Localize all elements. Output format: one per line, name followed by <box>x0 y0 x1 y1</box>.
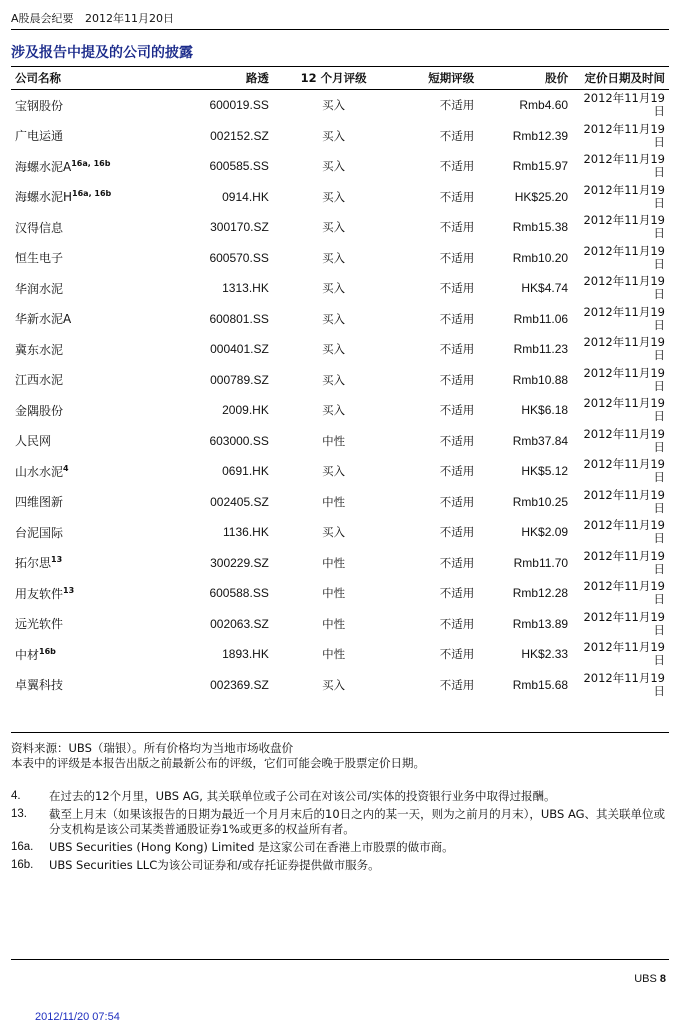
pricing-date-line: 2012年11月19 <box>583 365 665 380</box>
pricing-date-line: 2012年11月19 <box>583 518 665 533</box>
share-price: Rmb10.20 <box>512 250 569 265</box>
company-name: 远光软件 <box>15 617 64 632</box>
pricing-date-line: 2012年11月19 <box>583 213 665 228</box>
share-price: HK$6.18 <box>521 403 569 418</box>
col-header-12m-rating: 12 个月评级 <box>273 67 395 90</box>
pricing-date-line: 日 <box>653 592 665 607</box>
rating-12m: 买入 <box>322 525 346 540</box>
pricing-date-line: 2012年11月19 <box>583 487 665 502</box>
reuters-code: 1313.HK <box>222 281 269 296</box>
rating-12m: 中性 <box>322 616 346 631</box>
company-name: 海螺水泥A <box>15 159 72 174</box>
pricing-date <box>572 182 669 213</box>
pricing-date <box>572 517 669 548</box>
pricing-date-line: 日 <box>653 561 665 576</box>
pricing-date <box>572 548 669 579</box>
footnote-text: 截至上月末（如果该报告的日期为最近一个月月末后的10日之内的某一天，则为之前月的月末），UBS AG、其关联单位或分支机构是该公司某类普通股证券1%或更多的权益所有者。 <box>49 807 666 836</box>
rating-12m: 中性 <box>322 586 346 601</box>
table-row <box>11 517 669 548</box>
table-row <box>11 639 669 670</box>
rating-short-term: 不适用 <box>439 677 475 692</box>
company-name: 冀东水泥 <box>15 342 64 357</box>
footnote-ref: 16a, 16b <box>72 189 112 199</box>
pricing-date-line: 日 <box>653 622 665 637</box>
pricing-date <box>572 487 669 518</box>
pricing-date-line: 2012年11月19 <box>583 548 665 563</box>
rating-short-term: 不适用 <box>439 128 475 143</box>
pricing-date-line: 日 <box>653 439 665 454</box>
share-price: HK$5.12 <box>521 464 569 479</box>
rating-short-term: 不适用 <box>439 464 475 479</box>
running-header <box>11 10 182 26</box>
pricing-date-line: 日 <box>653 500 665 515</box>
rating-short-term: 不适用 <box>439 525 475 540</box>
reuters-code: 300229.SZ <box>210 555 269 570</box>
pricing-date-line: 日 <box>653 226 665 241</box>
pricing-date-line: 日 <box>653 317 665 332</box>
share-price: Rmb15.38 <box>512 220 569 235</box>
company-name-cell <box>11 151 157 182</box>
rating-12m: 买入 <box>322 189 346 204</box>
share-price: Rmb12.39 <box>512 128 569 143</box>
share-price: Rmb10.25 <box>512 494 569 509</box>
share-price: Rmb37.84 <box>512 433 569 448</box>
rating-short-term: 不适用 <box>439 220 475 235</box>
reuters-code: 600585.SS <box>209 159 269 174</box>
rating-12m: 买入 <box>322 220 346 235</box>
header-rule <box>11 29 669 30</box>
share-price: Rmb11.06 <box>513 311 569 326</box>
footnote <box>11 807 669 837</box>
table-row <box>11 395 669 426</box>
pricing-date-line: 2012年11月19 <box>583 121 665 136</box>
pricing-date-line: 日 <box>653 348 665 363</box>
rating-12m: 买入 <box>322 98 346 113</box>
rating-12m: 买入 <box>322 342 346 357</box>
company-name-cell <box>11 334 157 365</box>
pricing-date <box>572 151 669 182</box>
col-header-company: 公司名称 <box>11 67 157 90</box>
rating-12m: 买入 <box>322 311 346 326</box>
pricing-date-line: 2012年11月19 <box>583 426 665 441</box>
table-row <box>11 609 669 640</box>
company-name: 海螺水泥H <box>15 190 73 205</box>
pricing-date <box>572 273 669 304</box>
table-row <box>11 487 669 518</box>
company-name-cell <box>11 517 157 548</box>
col-header-short-rating: 短期评级 <box>394 67 478 90</box>
footnote-text: 在过去的12个月里，UBS AG, 其关联单位或子公司在对该公司/实体的投资银行业务中取得过报酬。 <box>49 789 556 803</box>
rating-12m: 中性 <box>322 494 346 509</box>
rating-short-term: 不适用 <box>439 555 475 570</box>
source-line: 资料来源：UBS（瑞银）。所有价格均为当地市场收盘价 <box>11 741 294 755</box>
reuters-code: 000789.SZ <box>210 372 269 387</box>
rating-short-term: 不适用 <box>439 98 475 113</box>
share-price: Rmb15.97 <box>512 159 569 174</box>
footnote <box>11 789 669 804</box>
pricing-date-line: 日 <box>653 287 665 302</box>
company-name-cell <box>11 365 157 396</box>
table-row <box>11 273 669 304</box>
pricing-date-line: 2012年11月19 <box>583 457 665 472</box>
header-date: 2012年11月20日 <box>85 12 175 25</box>
table-bottom-rule <box>11 732 669 733</box>
footnote-text: UBS Securities LLC为该公司证券和/或存托证券提供做市服务。 <box>49 858 380 872</box>
table-row <box>11 151 669 182</box>
pricing-date <box>572 609 669 640</box>
company-name-cell <box>11 578 157 609</box>
rating-12m: 买入 <box>322 250 346 265</box>
share-price: HK$2.33 <box>521 647 569 662</box>
rating-short-term: 不适用 <box>439 372 475 387</box>
reuters-code: 000401.SZ <box>210 342 269 357</box>
table-row <box>11 456 669 487</box>
rating-short-term: 不适用 <box>439 311 475 326</box>
rating-short-term: 不适用 <box>439 342 475 357</box>
reuters-code: 2009.HK <box>222 403 269 418</box>
company-name: 江西水泥 <box>15 373 64 388</box>
table-row <box>11 90 669 121</box>
reuters-code: 0914.HK <box>222 189 269 204</box>
page-number: 8 <box>659 973 666 985</box>
rating-12m: 买入 <box>322 464 346 479</box>
rating-short-term: 不适用 <box>439 616 475 631</box>
pricing-date-line: 2012年11月19 <box>583 609 665 624</box>
rating-short-term: 不适用 <box>439 159 475 174</box>
company-name: 恒生电子 <box>15 251 64 266</box>
pricing-date-line: 日 <box>653 683 665 698</box>
pricing-date <box>572 365 669 396</box>
table-row <box>11 426 669 457</box>
pricing-date-line: 日 <box>653 531 665 546</box>
company-name: 用友软件 <box>15 586 64 601</box>
reuters-code: 603000.SS <box>209 433 269 448</box>
company-name-cell <box>11 639 157 670</box>
pricing-date-line: 2012年11月19 <box>583 243 665 258</box>
table-row <box>11 304 669 335</box>
pricing-date <box>572 426 669 457</box>
company-name: 汉得信息 <box>15 220 64 235</box>
share-price: HK$2.09 <box>521 525 569 540</box>
print-timestamp: 2012/11/20 07:54 <box>35 1011 120 1023</box>
share-price: Rmb15.68 <box>512 677 569 692</box>
pricing-date <box>572 304 669 335</box>
table-header-row <box>11 67 669 90</box>
footer-brand: UBS <box>634 973 657 985</box>
rating-12m: 买入 <box>322 281 346 296</box>
company-name: 宝钢股份 <box>15 98 64 113</box>
pricing-date-line: 2012年11月19 <box>583 182 665 197</box>
reuters-code: 002369.SZ <box>210 677 269 692</box>
table-row <box>11 212 669 243</box>
rating-12m: 买入 <box>322 128 346 143</box>
pricing-date-line: 日 <box>653 195 665 210</box>
company-name-cell <box>11 304 157 335</box>
pricing-date <box>572 578 669 609</box>
disclosure-table <box>11 66 669 700</box>
company-name: 金隅股份 <box>15 403 64 418</box>
company-name-cell <box>11 548 157 579</box>
company-name: 台泥国际 <box>15 525 64 540</box>
footnote-number: 4. <box>11 790 21 802</box>
reuters-code: 600019.SS <box>209 98 269 113</box>
footnote-ref: 16b <box>39 646 56 656</box>
reuters-code: 002152.SZ <box>210 128 269 143</box>
col-header-date: 定价日期及时间 <box>572 67 669 90</box>
pricing-date-line: 日 <box>653 653 665 668</box>
pricing-date-line: 2012年11月19 <box>583 335 665 350</box>
page-footer <box>634 973 666 985</box>
share-price: Rmb4.60 <box>519 98 569 113</box>
share-price: Rmb13.89 <box>512 616 569 631</box>
footer-rule <box>11 959 669 960</box>
pricing-date <box>572 121 669 152</box>
share-price: Rmb10.88 <box>512 372 569 387</box>
table-row <box>11 548 669 579</box>
company-name-cell <box>11 212 157 243</box>
reuters-code: 1893.HK <box>222 647 269 662</box>
company-name: 中材 <box>15 647 40 662</box>
share-price: Rmb12.28 <box>512 586 569 601</box>
footnote-ref: 13 <box>51 555 63 565</box>
pricing-date <box>572 395 669 426</box>
rating-short-term: 不适用 <box>439 494 475 509</box>
rating-short-term: 不适用 <box>439 586 475 601</box>
pricing-date-line: 2012年11月19 <box>583 304 665 319</box>
pricing-date-line: 2012年11月19 <box>583 670 665 685</box>
rating-12m: 中性 <box>322 647 346 662</box>
company-name-cell <box>11 182 157 213</box>
rating-short-term: 不适用 <box>439 281 475 296</box>
pricing-date-line: 日 <box>653 165 665 180</box>
rating-short-term: 不适用 <box>439 250 475 265</box>
footnote-ref: 13 <box>63 585 75 595</box>
company-name-cell <box>11 273 157 304</box>
company-name-cell <box>11 243 157 274</box>
reuters-code: 002405.SZ <box>210 494 269 509</box>
table-row <box>11 182 669 213</box>
company-name-cell <box>11 121 157 152</box>
reuters-code: 300170.SZ <box>210 220 269 235</box>
company-name: 卓翼科技 <box>15 678 64 693</box>
rating-12m: 中性 <box>322 433 346 448</box>
header-title: A股晨会纪要 <box>11 12 74 25</box>
reuters-code: 0691.HK <box>222 464 269 479</box>
table-row <box>11 243 669 274</box>
rating-12m: 买入 <box>322 677 346 692</box>
table-row <box>11 334 669 365</box>
footnote-ref: 16a, 16b <box>71 158 111 168</box>
company-name: 四维图新 <box>15 495 64 510</box>
company-name-cell <box>11 456 157 487</box>
section-title: 涉及报告中提及的公司的披露 <box>11 45 193 61</box>
footnote-number: 16a. <box>11 841 34 853</box>
rating-short-term: 不适用 <box>439 647 475 662</box>
footnote-text: UBS Securities (Hong Kong) Limited 是这家公司在香港上市股票的做市商。 <box>49 840 454 854</box>
rating-short-term: 不适用 <box>439 403 475 418</box>
footnote-ref: 4 <box>63 463 69 473</box>
pricing-date <box>572 456 669 487</box>
company-name: 拓尔思 <box>15 556 52 571</box>
pricing-date <box>572 212 669 243</box>
pricing-date <box>572 243 669 274</box>
pricing-date-line: 日 <box>653 104 665 119</box>
pricing-date <box>572 90 669 121</box>
pricing-date-line: 2012年11月19 <box>583 274 665 289</box>
reuters-code: 600588.SS <box>209 586 269 601</box>
table-row <box>11 670 669 701</box>
footnotes <box>11 789 669 876</box>
source-note <box>11 741 425 771</box>
table-row <box>11 365 669 396</box>
reuters-code: 002063.SZ <box>210 616 269 631</box>
share-price: HK$4.74 <box>521 281 569 296</box>
reuters-code: 600570.SS <box>209 250 269 265</box>
reuters-code: 600801.SS <box>209 311 269 326</box>
company-name-cell <box>11 487 157 518</box>
company-name-cell <box>11 670 157 701</box>
share-price: Rmb11.23 <box>513 342 569 357</box>
rating-12m: 中性 <box>322 555 346 570</box>
col-header-reuters: 路透 <box>157 67 273 90</box>
footnote <box>11 840 669 855</box>
company-name: 华润水泥 <box>15 281 64 296</box>
pricing-date-line: 日 <box>653 378 665 393</box>
rating-12m: 买入 <box>322 159 346 174</box>
reuters-code: 1136.HK <box>223 525 269 540</box>
footnote-number: 16b. <box>11 859 34 871</box>
pricing-date <box>572 670 669 701</box>
pricing-date-line: 日 <box>653 134 665 149</box>
pricing-date-line: 2012年11月19 <box>583 640 665 655</box>
pricing-date-line: 日 <box>653 409 665 424</box>
company-name: 广电运通 <box>15 129 64 144</box>
pricing-date-line: 2012年11月19 <box>583 396 665 411</box>
pricing-date-line: 2012年11月19 <box>583 152 665 167</box>
share-price: Rmb11.70 <box>513 555 569 570</box>
table-row <box>11 121 669 152</box>
table-row <box>11 578 669 609</box>
pricing-date-line: 日 <box>653 256 665 271</box>
company-name: 人民网 <box>15 434 52 449</box>
company-name-cell <box>11 426 157 457</box>
source-line: 本表中的评级是本报告出版之前最新公布的评级，它们可能会晚于股票定价日期。 <box>11 756 425 770</box>
company-name: 华新水泥A <box>15 312 72 327</box>
pricing-date-line: 2012年11月19 <box>583 579 665 594</box>
col-header-price: 股价 <box>478 67 572 90</box>
rating-short-term: 不适用 <box>439 433 475 448</box>
pricing-date-line: 2012年11月19 <box>583 91 665 106</box>
pricing-date <box>572 639 669 670</box>
footnote <box>11 858 669 873</box>
rating-12m: 买入 <box>322 372 346 387</box>
company-name-cell <box>11 609 157 640</box>
company-name-cell <box>11 395 157 426</box>
rating-12m: 买入 <box>322 403 346 418</box>
footnote-number: 13. <box>11 808 27 820</box>
rating-short-term: 不适用 <box>439 189 475 204</box>
pricing-date <box>572 334 669 365</box>
pricing-date-line: 日 <box>653 470 665 485</box>
company-name-cell <box>11 90 157 121</box>
company-name: 山水水泥 <box>15 464 64 479</box>
share-price: HK$25.20 <box>514 189 569 204</box>
